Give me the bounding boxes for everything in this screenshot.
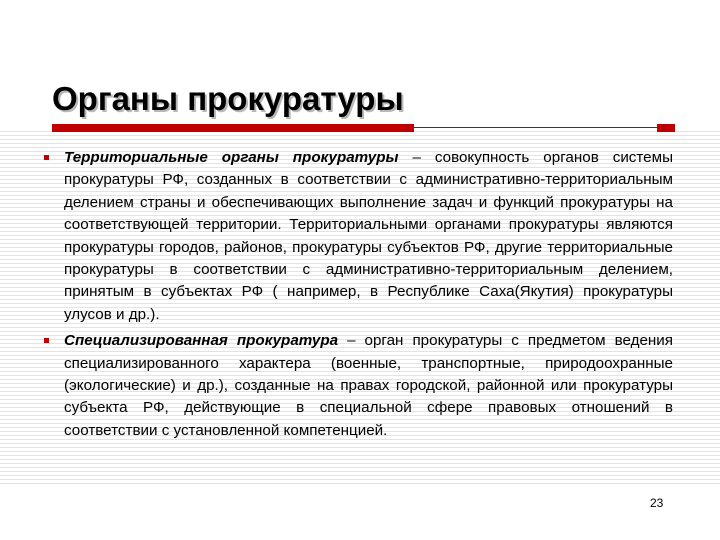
list-item-specialized xyxy=(44,330,673,442)
bullet-list xyxy=(44,147,673,446)
bullet-icon xyxy=(44,338,49,343)
definition-specialized: – орган прокуратуры с предметом ведения специализированного характера (военные, транспортные, природоохранные (экологические) и др.), созданные на правах городской, районной или прокуратуры субъекта РФ, действующие в специальной сфере правовых отношений в соответствии с установленной компетенцией. xyxy=(64,332,673,439)
term-territorial: Территориальные органы прокуратуры xyxy=(64,149,399,166)
definition-territorial: – совокупность органов системы прокуратуры РФ, созданных в соответствии с административно-территориальным делением страны и обеспечивающих выполнение задач и функций прокуратуры на соответствующей территории. Территориальными органами прокуратуры являются прокуратуры городов, районов, прокуратуры субъектов РФ, другие территориальные прокуратуры в соответствии с административно-территориальным делением, принятым в субъектах РФ ( например, в Республике Саха(Якутия) прокуратуры улусов и др.). xyxy=(64,149,673,323)
title-underline-line xyxy=(414,127,657,128)
page-number: 23 xyxy=(650,496,664,510)
term-specialized: Специализированная прокуратура xyxy=(64,332,339,350)
title-underline-bar xyxy=(52,124,414,132)
title-underline-end-block xyxy=(657,124,675,132)
slide-title: Органы прокуратуры xyxy=(52,80,404,117)
bullet-icon xyxy=(44,155,49,160)
list-item-territorial xyxy=(44,147,673,326)
